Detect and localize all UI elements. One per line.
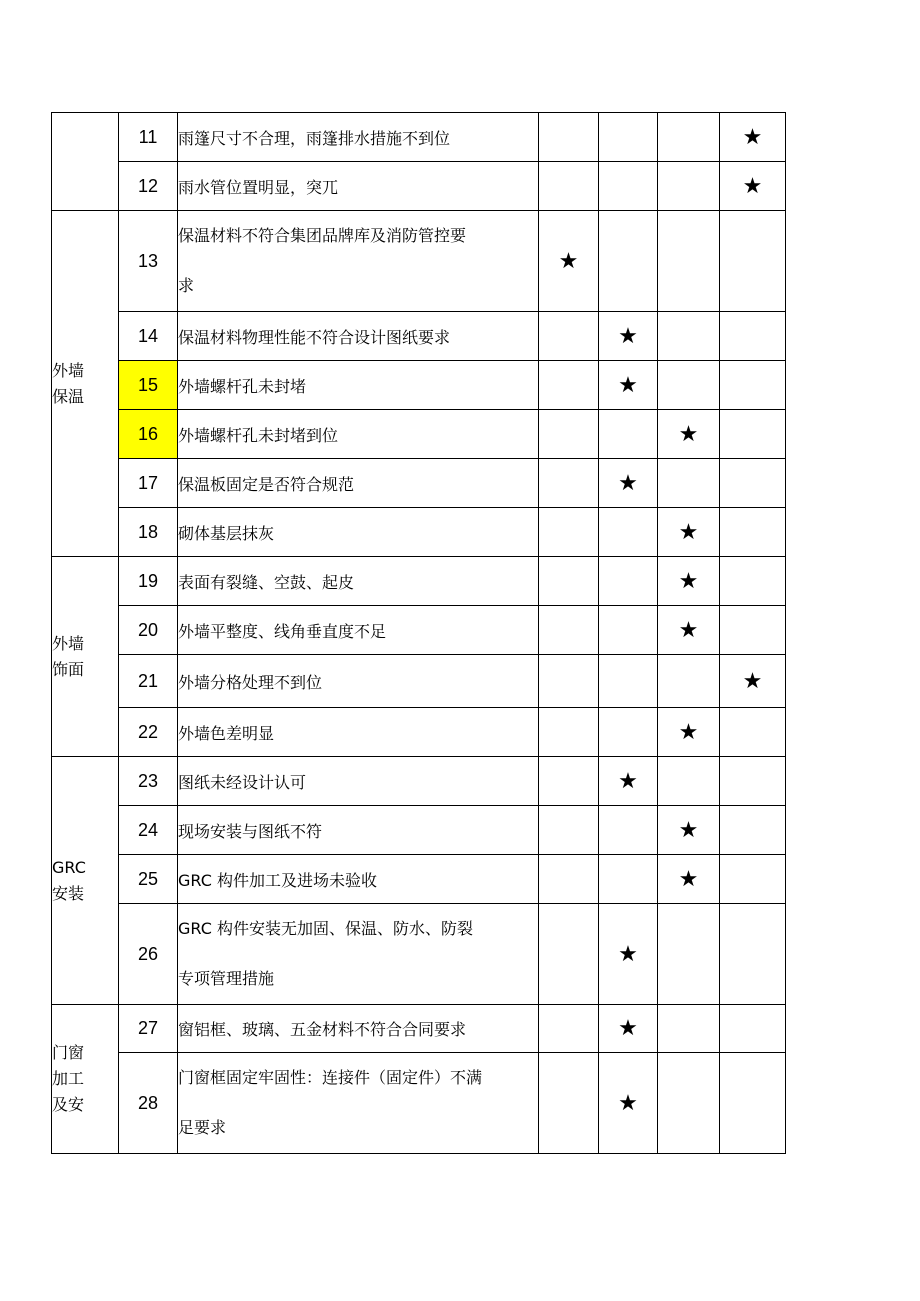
rating-cell [539, 855, 599, 904]
description-line: GRC 构件加工及进场未验收 [178, 870, 377, 890]
description-line: 保温材料不符合集团品牌库及消防管控要 [178, 226, 467, 245]
table-row [52, 162, 786, 211]
category-label: 加工 [52, 1069, 85, 1088]
category-label: 安装 [52, 883, 85, 903]
star-icon: ★ [658, 557, 720, 606]
description-line: 求 [178, 276, 195, 295]
rating-cell [599, 655, 658, 708]
rating-cell [720, 806, 786, 855]
table-row [52, 806, 786, 855]
description-line: 专项管理措施 [178, 969, 275, 988]
rating-cell [720, 855, 786, 904]
star-icon: ★ [658, 508, 720, 557]
rating-cell [658, 1053, 720, 1154]
table-row [52, 113, 786, 162]
category-cell [52, 757, 119, 1005]
rating-cell [720, 508, 786, 557]
rating-cell [539, 1053, 599, 1154]
category-label: 外墙 [52, 360, 85, 380]
rating-cell [539, 606, 599, 655]
item-number: 26 [119, 904, 178, 1005]
rating-cell [720, 410, 786, 459]
table-row [52, 1053, 786, 1154]
rating-cell [658, 904, 720, 1005]
item-description [178, 459, 539, 508]
item-description [178, 162, 539, 211]
table-row [52, 361, 786, 410]
item-number: 22 [119, 708, 178, 757]
item-number: 14 [119, 312, 178, 361]
star-icon: ★ [720, 162, 786, 211]
category-label: GRC [52, 857, 86, 877]
item-description [178, 211, 539, 312]
item-description [178, 757, 539, 806]
star-icon: ★ [539, 211, 599, 312]
rating-cell [539, 1005, 599, 1053]
item-number: 15 [119, 361, 178, 410]
rating-cell [539, 557, 599, 606]
rating-cell [539, 904, 599, 1005]
item-description [178, 312, 539, 361]
item-number: 12 [119, 162, 178, 211]
item-description [178, 557, 539, 606]
description-line: 足要求 [178, 1118, 227, 1137]
star-icon: ★ [599, 312, 658, 361]
item-number: 28 [119, 1053, 178, 1154]
star-icon: ★ [658, 806, 720, 855]
rating-cell [599, 211, 658, 312]
category-cell [52, 211, 119, 557]
item-description [178, 708, 539, 757]
rating-cell [599, 557, 658, 606]
table-row [52, 1005, 786, 1053]
rating-cell [539, 410, 599, 459]
rating-cell [599, 855, 658, 904]
rating-cell [658, 655, 720, 708]
rating-cell [658, 312, 720, 361]
description-line: 表面有裂缝、空鼓、起皮 [178, 572, 355, 592]
description-line: 保温板固定是否符合规范 [178, 474, 355, 494]
item-number: 20 [119, 606, 178, 655]
description-line: 雨篷尺寸不合理，雨篷排水措施不到位 [178, 128, 451, 148]
star-icon: ★ [599, 1005, 658, 1053]
star-icon: ★ [599, 361, 658, 410]
rating-cell [658, 361, 720, 410]
item-number: 17 [119, 459, 178, 508]
table-row [52, 757, 786, 806]
item-number: 18 [119, 508, 178, 557]
table-row [52, 557, 786, 606]
table-row [52, 855, 786, 904]
rating-cell [539, 113, 599, 162]
description-line: 现场安装与图纸不符 [178, 821, 323, 841]
star-icon: ★ [658, 708, 720, 757]
item-description [178, 1053, 539, 1154]
category-cell [52, 1005, 119, 1154]
table-row [52, 459, 786, 508]
rating-cell [539, 708, 599, 757]
category-label: 及安 [52, 1095, 85, 1114]
category-label: 外墙 [52, 633, 85, 653]
description-line: 保温材料物理性能不符合设计图纸要求 [178, 327, 451, 347]
item-number: 24 [119, 806, 178, 855]
item-number: 19 [119, 557, 178, 606]
rating-cell [599, 606, 658, 655]
rating-cell [720, 557, 786, 606]
rating-cell [539, 806, 599, 855]
item-description [178, 1005, 539, 1053]
rating-cell [720, 361, 786, 410]
rating-cell [720, 606, 786, 655]
table-row [52, 708, 786, 757]
table-row [52, 655, 786, 708]
rating-cell [720, 757, 786, 806]
star-icon: ★ [720, 113, 786, 162]
rating-cell [539, 757, 599, 806]
category-cell [52, 113, 119, 211]
description-line: 雨水管位置明显，突兀 [178, 177, 339, 197]
table-row [52, 410, 786, 459]
category-label: 门窗 [52, 1043, 85, 1062]
description-line: 窗铝框、玻璃、五金材料不符合合同要求 [178, 1020, 467, 1039]
table-row [52, 211, 786, 312]
rating-cell [539, 655, 599, 708]
star-icon: ★ [658, 410, 720, 459]
category-label: 保温 [52, 386, 85, 406]
rating-cell [658, 211, 720, 312]
star-icon: ★ [599, 1053, 658, 1154]
rating-cell [720, 1005, 786, 1053]
rating-cell [539, 459, 599, 508]
rating-cell [720, 312, 786, 361]
description-line: 外墙平整度、线角垂直度不足 [178, 621, 387, 641]
table-row [52, 312, 786, 361]
rating-cell [658, 162, 720, 211]
item-number: 25 [119, 855, 178, 904]
rating-cell [599, 806, 658, 855]
rating-cell [599, 708, 658, 757]
inspection-table [51, 112, 786, 1154]
rating-cell [720, 1053, 786, 1154]
description-line: 图纸未经设计认可 [178, 772, 307, 792]
item-description [178, 655, 539, 708]
rating-cell [539, 508, 599, 557]
item-number: 16 [119, 410, 178, 459]
rating-cell [720, 459, 786, 508]
rating-cell [539, 162, 599, 211]
rating-cell [720, 904, 786, 1005]
table-row [52, 508, 786, 557]
rating-cell [658, 757, 720, 806]
rating-cell [539, 361, 599, 410]
table-row [52, 904, 786, 1005]
item-description [178, 508, 539, 557]
item-description [178, 410, 539, 459]
item-description [178, 806, 539, 855]
item-number: 27 [119, 1005, 178, 1053]
item-number: 23 [119, 757, 178, 806]
item-number: 11 [119, 113, 178, 162]
item-number: 21 [119, 655, 178, 708]
star-icon: ★ [720, 655, 786, 708]
description-line: 外墙螺杆孔未封堵到位 [178, 425, 339, 445]
rating-cell [720, 211, 786, 312]
description-line: 外墙色差明显 [178, 723, 275, 743]
description-line: 外墙分格处理不到位 [178, 672, 323, 692]
description-line: 外墙螺杆孔未封堵 [178, 376, 307, 396]
star-icon: ★ [658, 855, 720, 904]
rating-cell [658, 113, 720, 162]
rating-cell [658, 1005, 720, 1053]
table-row [52, 606, 786, 655]
description-line: 砌体基层抹灰 [178, 523, 275, 543]
category-label: 饰面 [52, 659, 85, 679]
rating-cell [599, 162, 658, 211]
star-icon: ★ [599, 459, 658, 508]
star-icon: ★ [599, 757, 658, 806]
item-description [178, 361, 539, 410]
rating-cell [599, 508, 658, 557]
item-description [178, 113, 539, 162]
item-number: 13 [119, 211, 178, 312]
item-description [178, 606, 539, 655]
rating-cell [599, 410, 658, 459]
star-icon: ★ [599, 904, 658, 1005]
star-icon: ★ [658, 606, 720, 655]
rating-cell [658, 459, 720, 508]
description-line: GRC 构件安装无加固、保温、防水、防裂 [178, 919, 473, 938]
rating-cell [599, 113, 658, 162]
item-description [178, 855, 539, 904]
rating-cell [720, 708, 786, 757]
description-line: 门窗框固定牢固性：连接件（固定件）不满 [178, 1068, 483, 1087]
rating-cell [539, 312, 599, 361]
category-cell [52, 557, 119, 757]
item-description [178, 904, 539, 1005]
